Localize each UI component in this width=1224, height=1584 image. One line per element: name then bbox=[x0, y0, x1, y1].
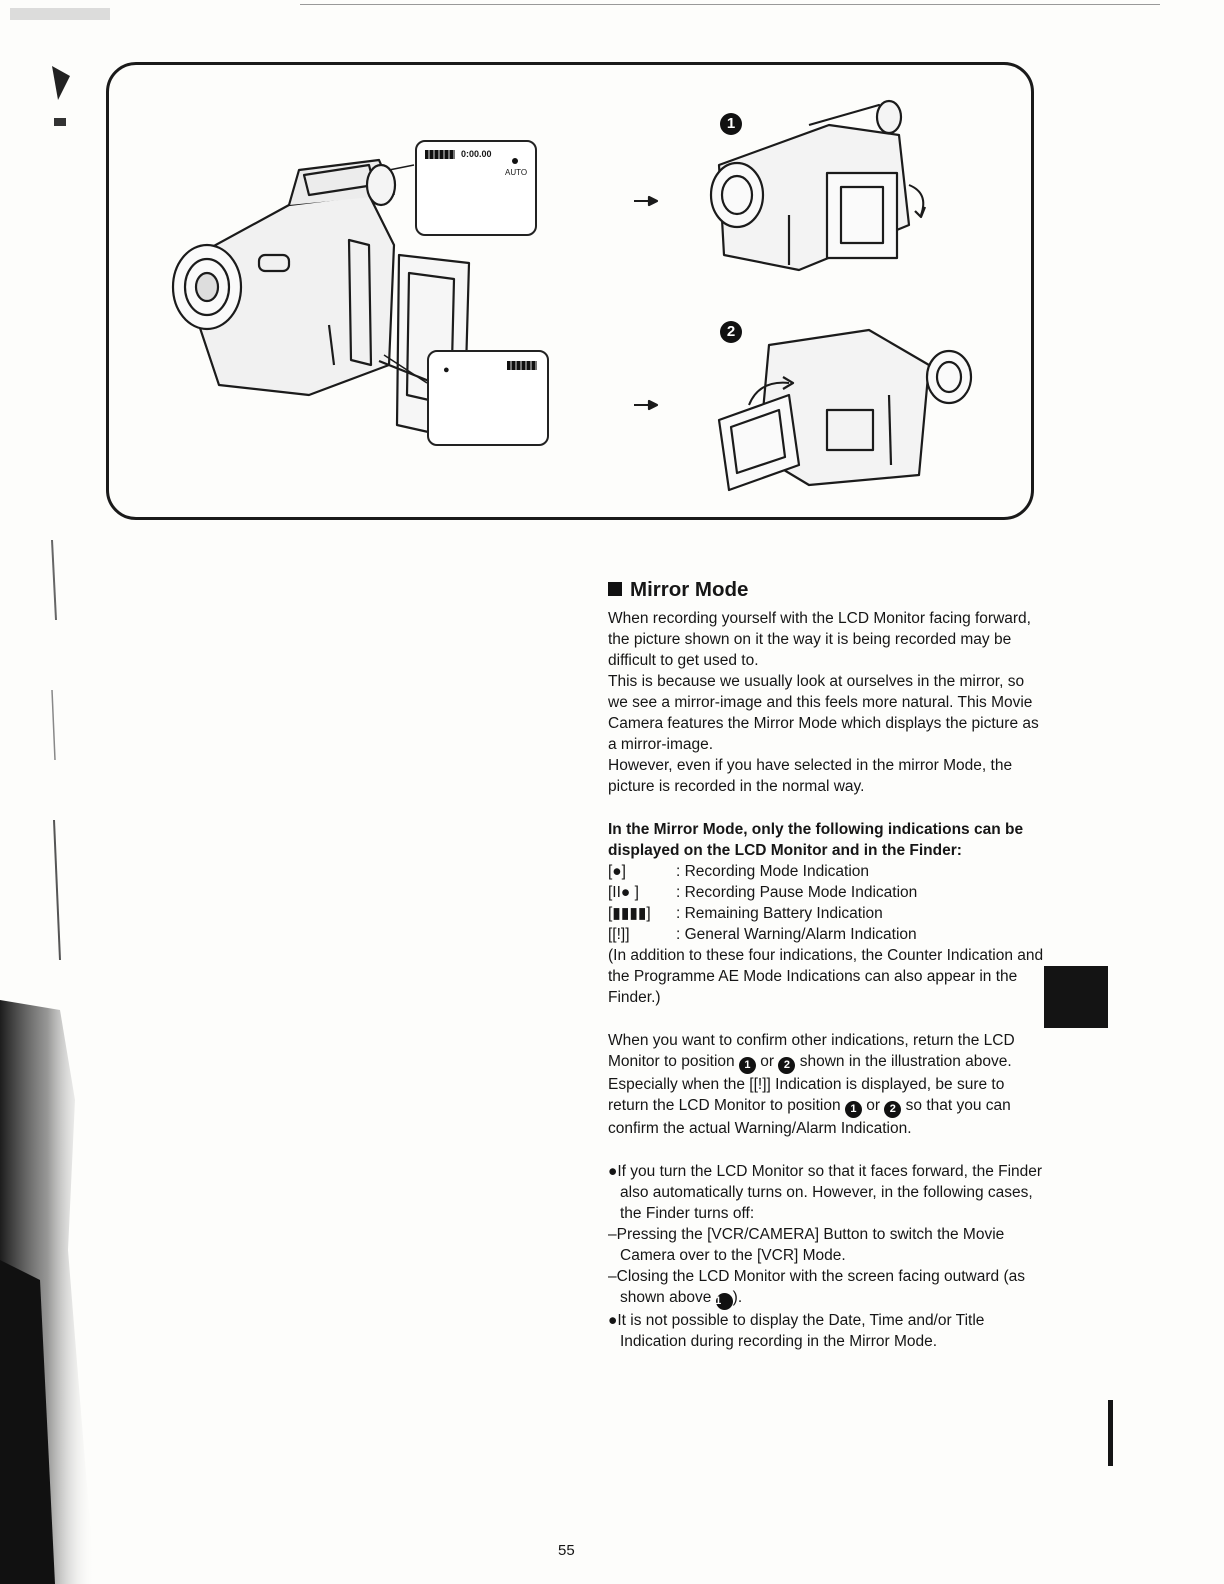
chapter-tab-marker bbox=[1044, 966, 1108, 1028]
indication-row-pause: [II● ] : Recording Pause Mode Indication bbox=[608, 884, 918, 901]
step-number-2: 2 bbox=[720, 321, 742, 343]
confirm-paragraph-2: Especially when the [[!]] Indication is displayed, be sure to return the LCD Monitor to position 1 or 2 so that you can confirm the actual Warning/Alarm Indication. bbox=[608, 1076, 1011, 1137]
position-1-icon: 1 bbox=[845, 1101, 862, 1118]
battery-icon bbox=[425, 150, 455, 159]
auto-mode-label: AUTO bbox=[505, 168, 528, 177]
square-bullet-icon bbox=[608, 582, 622, 596]
intro-paragraph-2: This is because we usually look at ourselves in the mirror, so we see a mirror-image and this feels more natural. This Movie Camera features the Mirror Mode which displays the picture as a mirror-image. bbox=[608, 673, 1039, 753]
lcd-screen bbox=[427, 350, 549, 446]
mirror-mode-section bbox=[608, 578, 1048, 1352]
scan-edge-shadow bbox=[0, 0, 110, 1584]
warning-symbol: [[!]] bbox=[608, 926, 630, 943]
illustration-panel bbox=[106, 62, 1034, 520]
indications-heading: In the Mirror Mode, only the following indications can be displayed on the LCD Monitor and in the Finder: bbox=[608, 821, 1024, 859]
camcorder-illustrations bbox=[109, 65, 1033, 519]
position-2-icon: 2 bbox=[778, 1057, 795, 1074]
position-2-icon: 2 bbox=[884, 1101, 901, 1118]
note-finder-auto-on: ●If you turn the LCD Monitor so that it faces forward, the Finder also automatically turns on. However, in the following cases, the Finder turns off: bbox=[608, 1163, 1043, 1222]
indication-row-warning: [[!]] : General Warning/Alarm Indication bbox=[608, 926, 917, 943]
indications-note: (In addition to these four indications, the Counter Indication and the Programme AE Mode Indications can also appear in the Finder.) bbox=[608, 947, 1044, 1006]
battery-icon bbox=[507, 361, 537, 370]
section-title: Mirror Mode bbox=[608, 578, 1048, 602]
intro-paragraph-3: However, even if you have selected in the mirror Mode, the picture is recorded in the normal way. bbox=[608, 757, 1013, 795]
indication-row-recording: [●] : Recording Mode Indication bbox=[608, 863, 870, 880]
scan-edge-mark bbox=[1108, 1400, 1113, 1466]
pause-mode-symbol: [II● ] bbox=[608, 884, 639, 901]
camcorder-step1-drawing bbox=[711, 101, 925, 270]
scan-top-line bbox=[300, 4, 1160, 5]
note-date-time-title: ●It is not possible to display the Date, Time and/or Title Indication during recording in the Mirror Mode. bbox=[608, 1312, 985, 1350]
viewfinder-screen bbox=[415, 140, 537, 236]
position-1-icon: 1 bbox=[716, 1293, 733, 1310]
recording-mode-symbol: [●] bbox=[608, 863, 626, 880]
camcorder-step2-drawing bbox=[719, 330, 971, 490]
counter-readout: 0:00.00 bbox=[461, 149, 492, 159]
record-dot-icon: ● bbox=[443, 364, 450, 376]
record-dot-icon bbox=[512, 158, 518, 164]
step-number-1: 1 bbox=[720, 113, 742, 135]
page-number: 55 bbox=[558, 1542, 575, 1559]
note-closing-lcd: –Closing the LCD Monitor with the screen facing outward (as shown above 1 ). bbox=[608, 1266, 1048, 1310]
intro-paragraph-1: When recording yourself with the LCD Monitor facing forward, the picture shown on it the way it is being recorded may be difficult to get used to. bbox=[608, 610, 1031, 669]
position-1-icon: 1 bbox=[739, 1057, 756, 1074]
confirm-paragraph-1: When you want to confirm other indications, return the LCD Monitor to position 1 or 2 shown in the illustration above. bbox=[608, 1030, 1048, 1074]
notes-list bbox=[608, 1161, 1048, 1352]
note-vcr-camera-button: –Pressing the [VCR/CAMERA] Button to switch the Movie Camera over to the [VCR] Mode. bbox=[608, 1226, 1005, 1264]
indication-row-battery: [▮▮▮▮] : Remaining Battery Indication bbox=[608, 905, 883, 922]
battery-symbol: [▮▮▮▮] bbox=[608, 905, 651, 922]
